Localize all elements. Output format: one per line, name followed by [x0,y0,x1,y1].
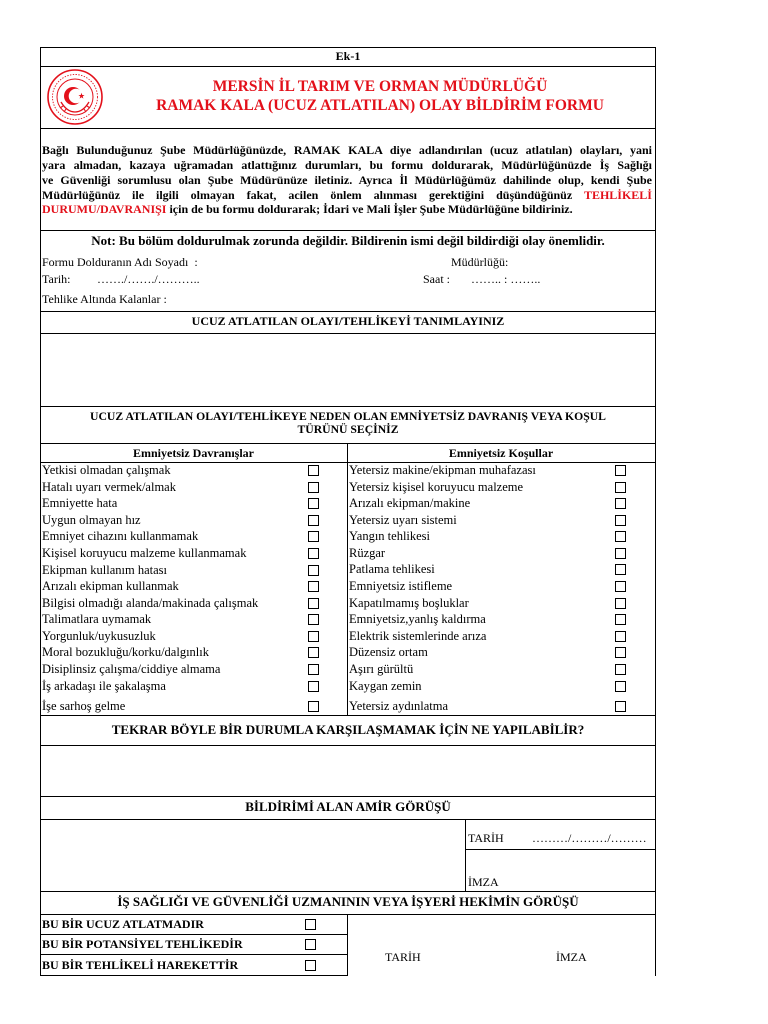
expert-option-label: BU BİR TEHLİKELİ HAREKETTİR [42,958,239,972]
condition-label: Yetersiz kişisel koruyucu malzeme [349,480,524,494]
prevention-heading: TEKRAR BÖYLE BİR DURUMLA KARŞILAŞMAMAK İÇİN NE YAPILABİLİR? [111,722,585,737]
behavior-label: Uygun olmayan hız [42,513,141,527]
behaviors-column-header: Emniyetsiz Davranışlar [133,446,254,460]
table-rule [40,975,348,976]
condition-checkbox[interactable] [615,548,626,559]
condition-label: Kaygan zemin [349,679,422,693]
incident-description-field[interactable] [41,334,655,406]
intro-highlight: TEHLİKELİ [583,188,652,202]
behavior-row [42,513,342,527]
supervisor-signature-label: İMZA [468,875,499,889]
expert-signature-label: İMZA [556,950,587,964]
behavior-row [42,529,342,543]
behavior-row [42,579,342,593]
behavior-checkbox[interactable] [308,498,319,509]
behavior-label: Moral bozukluğu/korku/dalgınlık [42,645,209,659]
expert-heading: İŞ SAĞLIĞI VE GÜVENLİĞİ UZMANININ VEYA İŞYERİ HEKİMİN GÖRÜŞÜ [117,894,579,909]
cause-heading: UCUZ ATLATILAN OLAYI/TEHLİKEYE NEDEN OLAN EMNİYETSİZ DAVRANIŞ VEYA KOŞUL [90,410,606,423]
condition-row [349,513,649,527]
behavior-label: Talimatlara uymamak [42,612,152,626]
page-subtitle: RAMAK KALA (UCUZ ATLATILAN) OLAY BİLDİRİM FORMU [156,97,604,114]
behavior-row [42,480,342,494]
supervisor-date-rule [465,849,656,850]
behavior-row [42,679,342,693]
condition-checkbox[interactable] [615,701,626,712]
behavior-checkbox[interactable] [308,515,319,526]
condition-row [349,579,649,593]
condition-checkbox[interactable] [615,482,626,493]
expert-date-label: TARİH [385,950,421,964]
condition-row [349,596,649,610]
behavior-checkbox[interactable] [308,531,319,542]
intro-line [42,188,652,203]
behavior-label: İş arkadaşı ile şakalaşma [42,679,166,693]
table-rule [40,954,348,955]
supervisor-heading: BİLDİRİMİ ALAN AMİR GÖRÜŞÜ [245,799,451,814]
condition-label: Patlama tehlikesi [349,562,435,576]
condition-label: Yetersiz aydınlatma [349,699,449,713]
condition-label: Yetersiz makine/ekipman muhafazası [349,463,536,477]
behavior-label: Emniyet cihazını kullanmamak [42,529,199,543]
behavior-checkbox[interactable] [308,482,319,493]
condition-checkbox[interactable] [615,614,626,625]
supervisor-date-label: TARİH [468,831,504,845]
condition-label: Yetersiz uyarı sistemi [349,513,457,527]
department-label: Müdürlüğü: [451,255,509,269]
expert-option-checkbox[interactable] [305,919,316,930]
prevention-answer-field[interactable] [41,746,655,796]
behavior-label: Yorgunluk/uykusuzluk [42,629,156,643]
incident-heading: UCUZ ATLATILAN OLAYI/TEHLİKEYİ TANIMLAYINIZ [191,314,505,328]
supervisor-divider [465,819,466,891]
condition-label: Aşırı gürültü [349,662,414,676]
intro-text: Müdürlüğünüz ile ilgili olmayan fakat, acilen önlem alınması gerektiğini düşündüğünüz [42,188,573,202]
condition-row [349,679,649,693]
condition-checkbox[interactable] [615,647,626,658]
expert-option-checkbox[interactable] [305,939,316,950]
table-rule [40,406,656,407]
expert-option [42,958,342,972]
expert-option-checkbox[interactable] [305,960,316,971]
behavior-checkbox[interactable] [308,664,319,675]
behavior-checkbox[interactable] [308,701,319,712]
behavior-row [42,629,342,643]
behavior-checkbox[interactable] [308,465,319,476]
condition-label: Kapatılmamış boşluklar [349,596,469,610]
condition-checkbox[interactable] [615,631,626,642]
intro-text: için de bu formu doldurarak; İdari ve Mali İşler Şube Müdürlüğüne bildiriniz. [169,202,573,216]
annex-label: Ek-1 [335,49,361,63]
condition-checkbox[interactable] [615,515,626,526]
page-title: MERSİN İL TARIM VE ORMAN MÜDÜRLÜĞÜ [212,78,548,95]
condition-row [349,546,649,560]
conditions-column-header: Emniyetsiz Koşullar [448,446,554,460]
table-rule [40,66,656,67]
reporter-name-label: Formu Dolduranın Adı Soyadı : [42,255,198,269]
condition-checkbox[interactable] [615,465,626,476]
behavior-row [42,699,342,713]
time-placeholder: …….. : …….. [471,272,541,286]
behavior-checkbox[interactable] [308,548,319,559]
behavior-row [42,546,342,560]
condition-row [349,480,649,494]
behavior-checkbox[interactable] [308,631,319,642]
condition-label: Rüzgar [349,546,386,560]
column-divider [347,443,348,715]
behavior-checkbox[interactable] [308,614,319,625]
frame-right-border [655,47,656,976]
condition-label: Düzensiz ortam [349,645,428,659]
condition-checkbox[interactable] [615,581,626,592]
expert-option-label: BU BİR POTANSİYEL TEHLİKEDİR [42,937,243,951]
condition-label: Yangın tehlikesi [349,529,431,543]
condition-label: Elektrik sistemlerinde arıza [349,629,487,643]
behavior-label: İşe sarhoş gelme [42,699,126,713]
at-risk-label: Tehlike Altında Kalanlar : [42,292,167,306]
behavior-label: Arızalı ekipman kullanmak [42,579,179,593]
table-rule [40,934,348,935]
expert-option-label: BU BİR UCUZ ATLATMADIR [42,917,204,931]
behavior-label: Emniyette hata [42,496,118,510]
condition-row [349,562,649,576]
behavior-label: Kişisel koruyucu malzeme kullanmamak [42,546,247,560]
date-placeholder: ……./……./……….. [97,272,200,286]
intro-line [42,202,652,217]
behavior-row [42,463,342,477]
behavior-row [42,496,342,510]
behavior-checkbox[interactable] [308,581,319,592]
expert-option [42,917,342,931]
time-label: Saat : [423,272,450,286]
condition-row [349,496,649,510]
condition-row [349,629,649,643]
expert-option [42,937,342,951]
condition-row [349,645,649,659]
supervisor-opinion-field[interactable] [41,820,465,891]
behavior-row [42,645,342,659]
condition-checkbox[interactable] [615,564,626,575]
condition-row [349,699,649,713]
condition-row [349,662,649,676]
intro-line: yara almadan, kazaya uğramadan atlattığınız durumları, bu formu doldurarak, Müdürlüğünüzde İş Sağlığı [42,158,652,172]
table-rule [40,914,656,915]
condition-label: Arızalı ekipman/makine [349,496,471,510]
condition-checkbox[interactable] [615,498,626,509]
condition-row [349,612,649,626]
behavior-row [42,612,342,626]
date-label: Tarih: [42,272,71,286]
intro-line: ve Güvenliği sorumlusu olan Şube Müdürünüze iletiniz. Ayrıca İl Müdürlüğümüz dahilinde olup, kendi Şube [42,173,652,187]
behavior-label: Disiplinsiz çalışma/ciddiye almama [42,662,221,676]
behavior-checkbox[interactable] [308,598,319,609]
condition-checkbox[interactable] [615,598,626,609]
behavior-checkbox[interactable] [308,565,319,576]
behavior-label: Hatalı uyarı vermek/almak [42,480,176,494]
anonymity-note: Not: Bu bölüm doldurulmak zorunda değildir. Bildirenin ismi değil bildirdiği olay önemlidir. [91,233,605,248]
table-rule [40,128,656,129]
intro-highlight: DURUMU/DAVRANIŞI [42,202,167,216]
condition-row [349,463,649,477]
behavior-checkbox[interactable] [308,647,319,658]
condition-label: Emniyetsiz istifleme [349,579,453,593]
behavior-checkbox[interactable] [308,681,319,692]
condition-row [349,529,649,543]
behavior-row [42,563,342,577]
condition-checkbox[interactable] [615,681,626,692]
supervisor-date-placeholder: ………/………/……… [532,831,647,845]
behavior-row [42,662,342,676]
intro-line: Bağlı Bulunduğunuz Şube Müdürlüğünüzde, RAMAK KALA diye adlandırılan (ucuz atlatılan) olayları, yani [42,143,652,157]
expert-divider [347,914,348,976]
behavior-label: Bilgisi olmadığı alanda/makinada çalışmak [42,596,259,610]
behavior-label: Yetkisi olmadan çalışmak [42,463,171,477]
cause-heading-sub: TÜRÜNÜ SEÇİNİZ [297,423,399,436]
behavior-row [42,596,342,610]
behavior-label: Ekipman kullanım hatası [42,563,167,577]
condition-checkbox[interactable] [615,664,626,675]
ministry-emblem-icon [45,68,105,126]
condition-label: Emniyetsiz,yanlış kaldırma [349,612,486,626]
condition-checkbox[interactable] [615,531,626,542]
